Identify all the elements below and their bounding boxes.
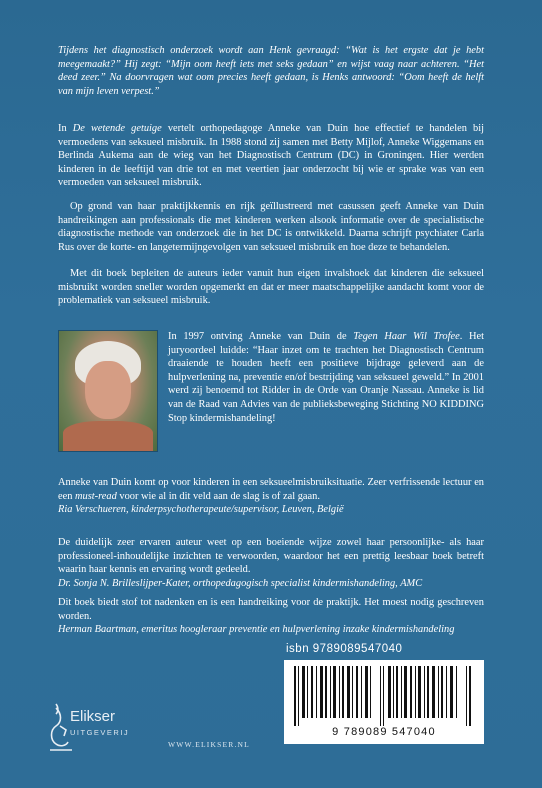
description-paragraph-2 [58,200,484,254]
review-1-emphasis: must-read [75,490,117,502]
review-3-text: Dit boek biedt stof tot nadenken en is een handreiking voor de praktijk. Het moest nodig geschreven worden. [58,597,484,622]
publisher-subtitle: UITGEVERIJ [70,728,130,737]
book-title: De wetende getuige [72,123,162,134]
review-3 [58,596,484,637]
bio-text: . Het juryoordeel luidde: “Haar inzet om te trachten het Diagnostisch Centrum draaiende te houden heeft een positieve bijdrage geleverd aan de hulpverlening na, preventie en/of bestrijding van seksueel geweld.” In 2001 werd zij benoemd tot Ridder in de Orde van Oranje Nassau. Anneke is lid van de Raad van Advies van de publieksbeweging Stichting NO KIDDING Stop kindermishandeling! [168,331,484,424]
description-paragraph-3 [58,267,484,308]
review-1-text-b: voor wie al in dit veld aan de slag is of zal gaan. [116,490,320,502]
intro-quote [58,44,484,98]
review-1-text-a: Anneke van Duin komt op voor kinderen in een seksueelmisbruiksituatie. Zeer verfrissende lectuur en een [58,477,484,502]
barcode-digits: 9 789089 547040 [332,726,436,738]
publisher-website: WWW.ELIKSER.NL [168,740,250,749]
barcode [284,660,484,744]
review-2-text: De duidelijk zeer ervaren auteur weet op een boeiende wijze zowel haar persoonlijke- als haar professioneel-inhoudelijke inzichten te verwoorden, waardoor het een prettig leesbaar boek betreft waarin haar kennis en ervaring wordt gedeeld. [58,537,484,576]
para-3-text: Met dit boek bepleiten de auteurs ieder vanuit hun eigen invalshoek dat kinderen die seksueel misbruikt worden sneller worden opgemerkt en dat er meer maatschappelijke aandacht komt voor de problematiek van seksueel misbruik. [58,268,484,307]
author-bio [168,330,484,425]
isbn-label: isbn 9789089547040 [286,643,403,655]
review-1-attribution: Ria Verschueren, kinderpsychotherapeute/supervisor, Leuven, België [58,504,344,516]
review-2-attribution: Dr. Sonja N. Brilleslijper-Kater, orthopedagogisch specialist kindermishandeling, AMC [58,577,423,589]
intro-quote-text: Tijdens het diagnostisch onderzoek wordt aan Henk gevraagd: “Wat is het ergste dat je hebt meegemaakt?” Hij zegt: “Mijn oom heeft iets met seks gedaan” en wijst vaag naar achteren. “Het deed zeer.” Na doorvragen wat oom precies heeft gedaan, is Henks antwoord: “Oom heeft de helft van mijn leven verpest.” [58,45,484,97]
review-2 [58,536,484,590]
para-1-lead: In [58,123,73,134]
review-1 [58,476,484,517]
barcode-bars-icon [292,666,476,726]
review-3-attribution: Herman Baartman, emeritus hoogleraar preventie en hulpverlening inzake kindermishandeling [58,624,455,636]
award-name: Tegen Haar Wil Trofee [353,331,460,342]
bio-lead: In 1997 ontving Anneke van Duin de [168,331,354,342]
para-2-text: Op grond van haar praktijkkennis en rijk geïllustreerd met casussen geeft Anneke van Duin handreikingen aan professionals die met kinderen werken alsook informatie over de specialistische diagnostische methode van onderzoek die in het DC is ontwikkeld. Daarna schrijft psychiater Carla Rus over de korte- en langetermijngevolgen van seksueel misbruik en hoe deze te behandelen. [58,201,484,253]
para-1-text: vertelt orthopedagoge Anneke van Duin hoe effectief te handelen bij vermoedens van seksueel misbruik. In 1988 stond zij samen met Betty Mijlof, Anneke Wiggemans en Berlinda Aukema aan de wieg van het Diagnostisch Centrum (DC) in Groningen. Hier werden kinderen in de leeftijd van drie tot en met veertien jaar onderzocht bij wie er sprake was van een vermoeden van seksueel misbruik. [58,123,484,189]
description-paragraph-1 [58,122,484,190]
author-photo [58,330,158,452]
publisher-name: Elikser [70,708,116,725]
